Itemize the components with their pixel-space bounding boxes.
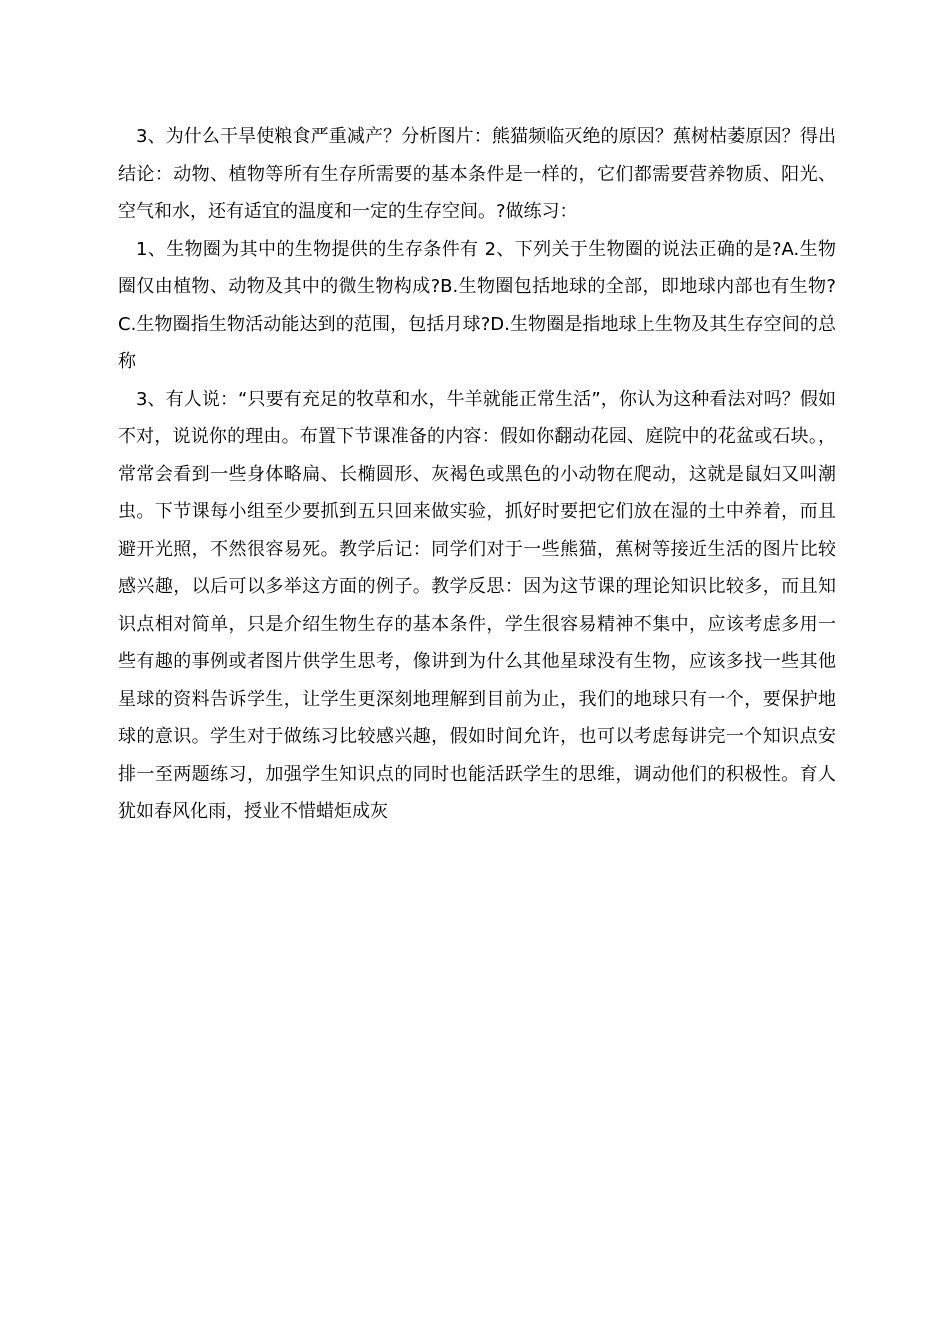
document-body	[118, 118, 836, 831]
paragraph-reflection: 3、有人说：“只要有充足的牧草和水，牛羊就能正常生活”，你认为这种看法对吗？假如不对，说说你的理由。布置下节课准备的内容：假如你翻动花园、庭院中的花盆或石块。，常常会看到一些身体略扁、长椭圆形、灰褐色或黑色的小动物在爬动，这就是鼠妇又叫潮虫。下节课每小组至少要抓到五只回来做实验，抓好时要把它们放在湿的土中养着，而且避开光照，不然很容易死。教学后记：同学们对于一些熊猫，蕉树等接近生活的图片比较感兴趣，以后可以多举这方面的例子。教学反思：因为这节课的理论知识比较多，而且知识点相对简单，只是介绍生物生存的基本条件，学生很容易精神不集中，应该考虑多用一些有趣的事例或者图片供学生思考，像讲到为什么其他星球没有生物，应该多找一些其他星球的资料告诉学生，让学生更深刻地理解到目前为止，我们的地球只有一个，要保护地球的意识。学生对于做练习比较感兴趣，假如时间允许，也可以考虑每讲完一个知识点安排一至两题练习，加强学生知识点的同时也能活跃学生的思维，调动他们的积极性。育人犹如春风化雨，授业不惜蜡炬成灰	[118, 388, 836, 822]
paragraph-drought-analysis: 3、为什么干旱使粮食严重减产？分析图片：熊猫频临灭绝的原因？蕉树枯萎原因？得出结论：动物、植物等所有生存所需要的基本条件是一样的，它们都需要营养物质、阳光、空气和水，还有适宜的温度和一定的生存空间。?做练习：	[118, 126, 836, 222]
paragraph-exercise-biosphere: 1、生物圈为其中的生物提供的生存条件有 2、下列关于生物圈的说法正确的是?A.生物圈仅由植物、动物及其中的微生物构成?B.生物圈包括地球的全部，即地球内部也有生物?C.生物圈指生物活动能达到的范围，包括月球?D.生物圈是指地球上生物及其生存空间的总称	[118, 238, 836, 372]
